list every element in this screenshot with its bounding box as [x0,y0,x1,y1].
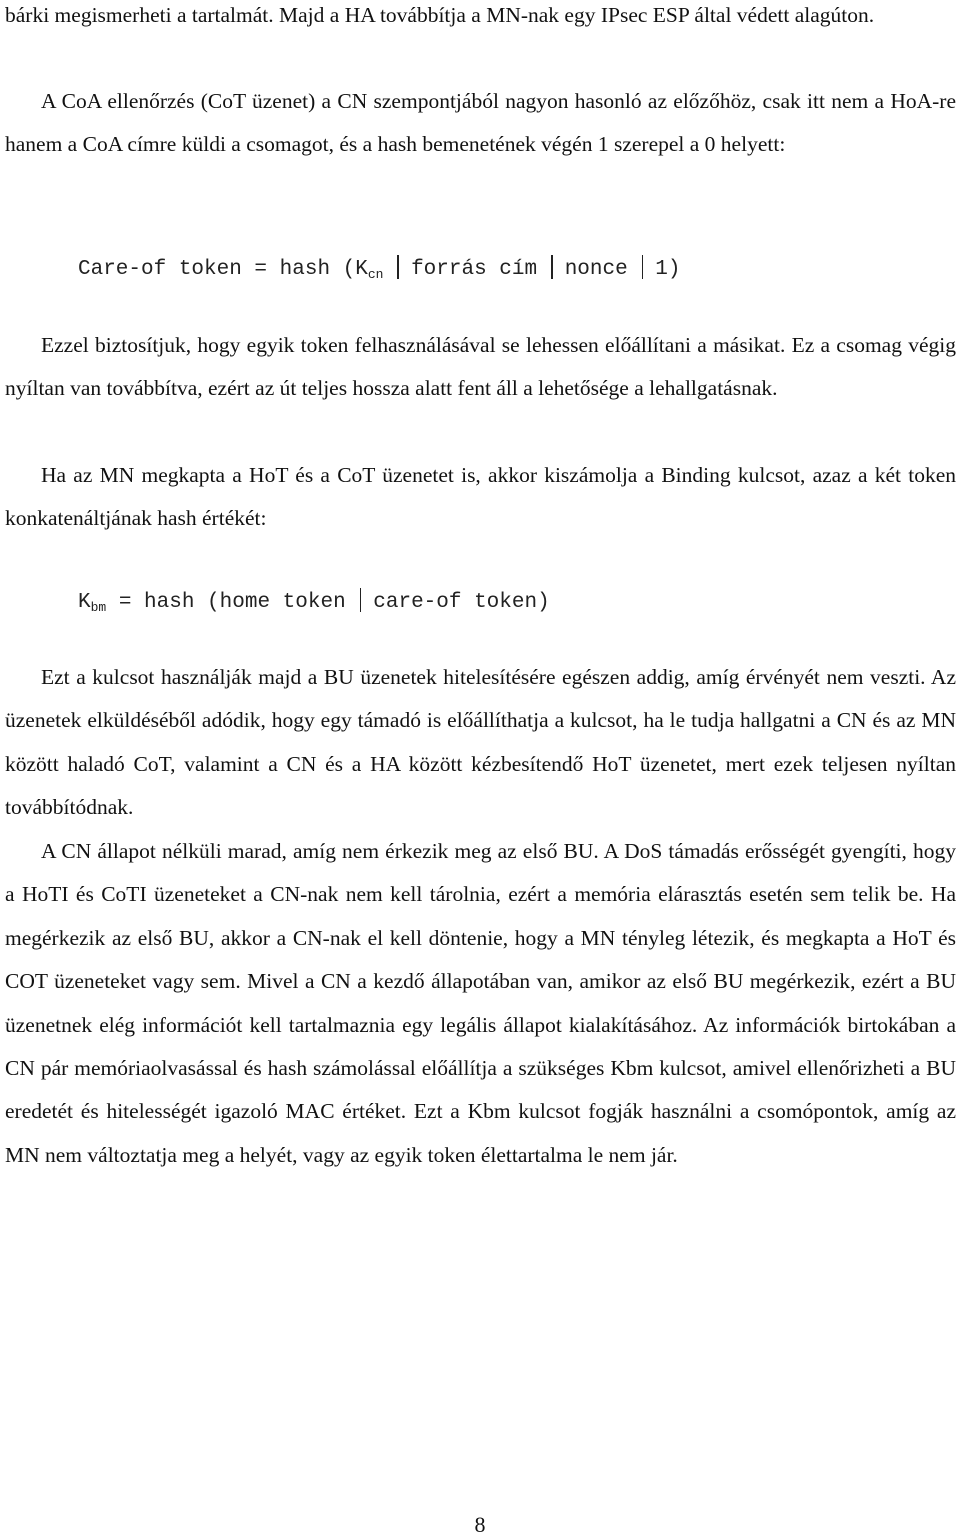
formula-careof-part1: forrás cím [411,258,538,281]
formula-careof-part2: nonce [564,258,628,281]
paragraph-stateless-cn-text: A CN állapot nélküli marad, amíg nem érkezik meg az első BU. A DoS támadás erősségét gyengíti, hogy a HoTI és CoTI üzeneteket a CN-nak nem kell tárolnia, ezért a memória elárasztás esetén sem telik be. Ha megérkezik az első BU, akkor a CN-nak el kell döntenie, hogy a MN tényleg létezik, és megkapta a HoT és COT üzeneteket vagy sem. Mivel a CN a kezdő állapotában van, amikor az első BU megérkezik, ezért a BU üzenetnek elég információt kell tartalmaznia egy legális állapot kialakításához. Az információk birtokában a CN pár memóriaolvasással és hash számolással előállítja a szükséges Kbm kulcsot, amivel ellenőrizheti a BU eredetét és hitelességét igazoló MAC értéket. Ezt a Kbm kulcsot fogják használni a csomópontok, amíg az MN nem változtatja meg a helyét, vagy az egyik token élettartalma le nem jár. [5,839,956,1167]
paragraph-token-separation-text: Ezzel biztosítjuk, hogy egyik token felhasználásával se lehessen előállítani a másikat. Ez a csomag végig nyíltan van továbbítva, ezért az út teljes hossza alatt fent áll a lehetősége a lehallgatásnak. [5,333,956,401]
formula-kbm [78,588,550,623]
paragraph-key-usage-text: Ezt a kulcsot használják majd a BU üzenetek hitelesítésére egészen addig, amíg érvényét nem veszti. Az üzenetek elküldéséből adódik, hogy egy támadó is előállíthatja a kulcsot, ha le tudja hallgatni a CN és az MN között haladó CoT, valamint a CN és a HA között kézbesítendő HoT üzenetet, mert ezek teljesen nyíltan továbbítódnak. [5,665,956,820]
concat-bar [397,255,399,279]
formula-careof-token [78,255,681,290]
paragraph-token-separation [5,324,956,411]
formula-careof-lhs: Care-of token = hash (K [78,258,368,281]
paragraph-key-usage [5,656,956,830]
formula-kbm-subscript: bm [90,600,107,615]
formula-careof-subscript: cn [367,267,384,282]
formula-kbm-rhs: = hash (home token [118,591,346,614]
concat-bar [360,588,362,612]
paragraph-binding-key-text: Ha az MN megkapta a HoT és a CoT üzenetet is, akkor kiszámolja a Binding kulcsot, azaz a két token konkatenáltjának hash értékét: [5,463,956,531]
formula-careof-part3: 1) [655,258,681,281]
concat-bar [642,255,644,279]
page-number: 8 [474,1512,486,1537]
concat-bar [551,255,553,279]
paragraph-continuation: bárki megismerheti a tartalmát. Majd a HA továbbítja a MN-nak egy IPsec ESP által védett alagúton. [5,3,875,27]
paragraph-stateless-cn [5,830,956,1177]
paragraph-coa-check-text: A CoA ellenőrzés (CoT üzenet) a CN szempontjából nagyon hasonló az előzőhöz, csak itt nem a HoA-re hanem a CoA címre küldi a csomagot, és a hash bemenetének végén 1 szerepel a 0 helyett: [5,89,956,157]
paragraph-binding-key [5,454,956,541]
formula-kbm-part1: care-of token) [373,591,550,614]
paragraph-coa-check [5,80,956,167]
formula-kbm-lhs: K [78,591,91,614]
